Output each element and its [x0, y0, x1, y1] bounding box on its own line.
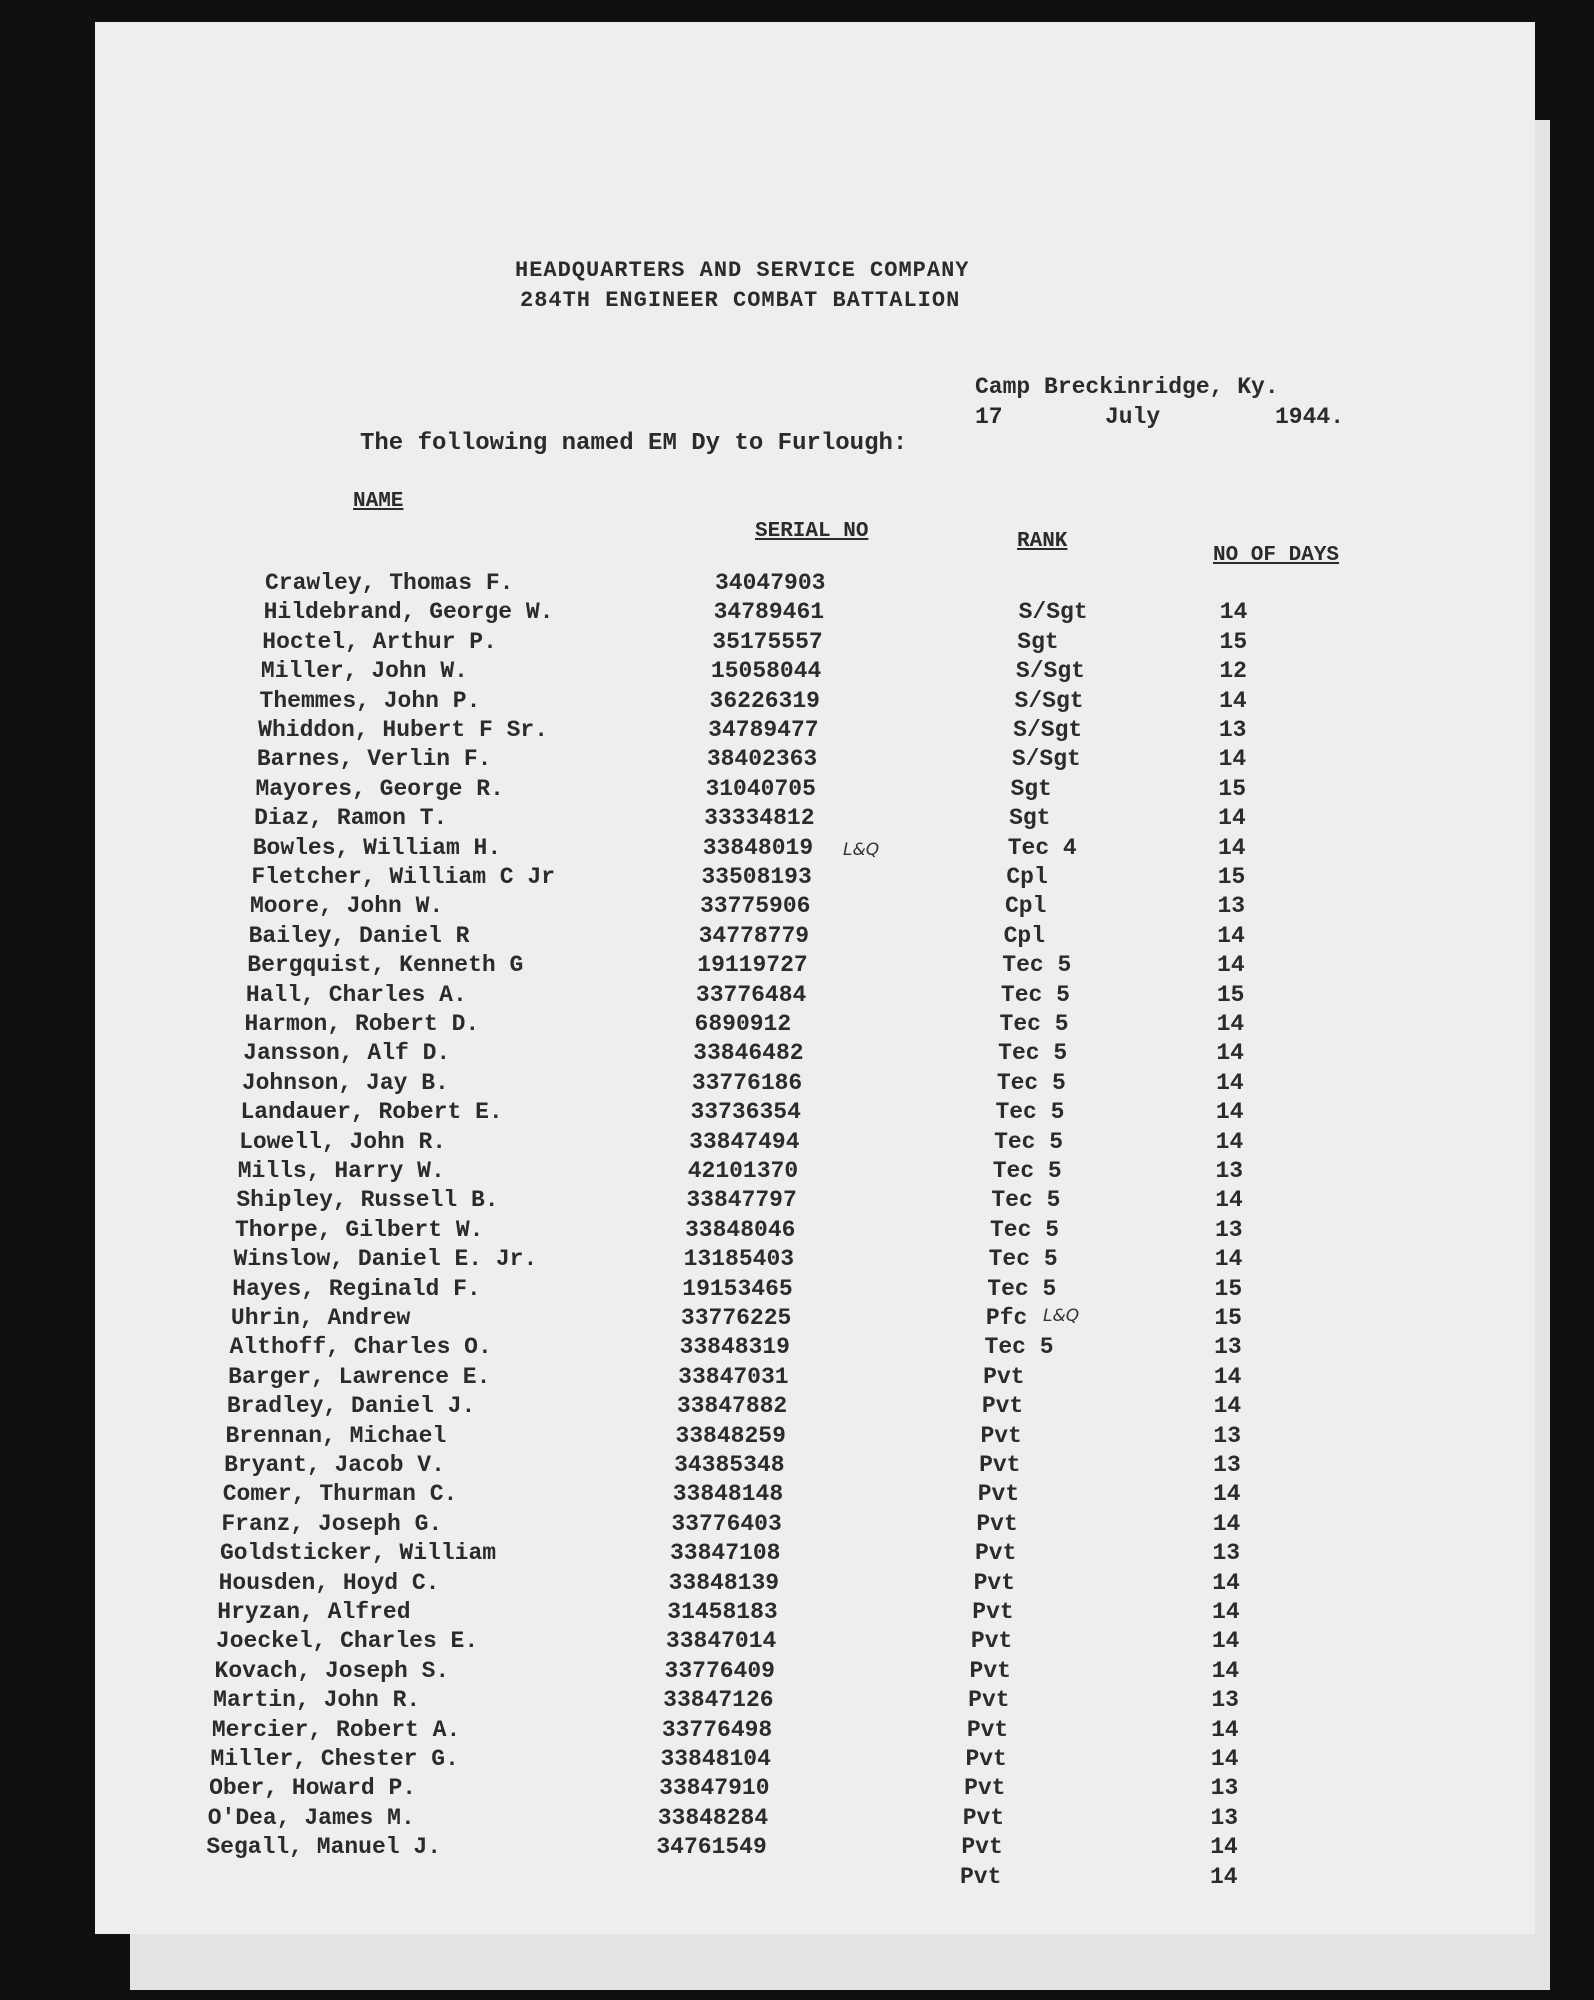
cell-serial: 33508193: [701, 864, 812, 890]
cell-rank: Pvt: [976, 1510, 1018, 1537]
cell-rank: Tec 5: [994, 1128, 1064, 1155]
table-row: [95, 1864, 1535, 1894]
cell-serial: 33776498: [661, 1716, 773, 1743]
table-row: [95, 1717, 1535, 1747]
cell-name: Mills, Harry W.: [237, 1158, 445, 1184]
table-row: [95, 1805, 1535, 1835]
cell-days: 14: [1212, 1481, 1241, 1508]
cell-serial: 34385348: [674, 1452, 785, 1478]
cell-rank: Pvt: [973, 1569, 1016, 1596]
column-header-serial: SERIAL NO: [755, 520, 869, 543]
cell-days: 13: [1218, 717, 1247, 743]
cell-name: Uhrin, Andrew: [230, 1305, 411, 1331]
cell-name: Bradley, Daniel J.: [226, 1393, 476, 1420]
table-row: [95, 1217, 1535, 1247]
cell-rank: Tec 5: [988, 1246, 1058, 1273]
cell-days: 14: [1214, 1246, 1243, 1273]
cell-days: 13: [1214, 1334, 1242, 1361]
cell-serial: 36226319: [709, 687, 820, 714]
cell-name: Bryant, Jacob V.: [224, 1452, 445, 1478]
cell-days: 14: [1210, 1746, 1239, 1772]
cell-serial: 33847126: [663, 1687, 774, 1714]
cell-serial: 33846482: [693, 1040, 804, 1067]
cell-rank: Pvt: [966, 1716, 1009, 1743]
cell-days: 14: [1213, 1393, 1242, 1420]
cell-days: 14: [1217, 834, 1246, 861]
cell-days: 14: [1218, 805, 1246, 832]
cell-rank: S/Sgt: [1014, 687, 1084, 714]
cell-rank: S/Sgt: [1011, 746, 1081, 773]
cell-name: Housden, Hoyd C.: [218, 1569, 440, 1596]
table-row: [95, 923, 1535, 953]
table-row: [95, 599, 1535, 629]
cell-name: Johnson, Jay B.: [241, 1069, 449, 1096]
cell-name: Martin, John R.: [213, 1687, 421, 1714]
cell-name: Hildebrand, George W.: [263, 599, 554, 626]
cell-serial: 33776409: [664, 1657, 775, 1684]
cell-name: Whiddon, Hubert F Sr.: [258, 717, 549, 743]
cell-name: Shipley, Russell B.: [236, 1187, 499, 1214]
cell-name: Themmes, John P.: [259, 687, 481, 714]
cell-serial: 6890912: [694, 1011, 792, 1037]
cell-rank: Tec 5: [995, 1099, 1065, 1126]
cell-serial: 33847494: [689, 1128, 800, 1155]
table-row: [95, 1070, 1535, 1100]
cell-name: Hall, Charles A.: [245, 981, 467, 1008]
cell-days: 13: [1213, 1452, 1241, 1478]
cell-rank: Pfc: [985, 1305, 1028, 1331]
table-row: [95, 1364, 1535, 1394]
cell-name: O'Dea, James M.: [207, 1804, 415, 1831]
table-row: [95, 1599, 1535, 1629]
cell-serial: 35175557: [712, 628, 823, 655]
cell-serial: 33848284: [657, 1804, 769, 1831]
cell-days: 14: [1219, 599, 1248, 626]
table-row: [95, 688, 1535, 718]
cell-serial: 33776403: [671, 1510, 782, 1537]
cell-days: 14: [1217, 952, 1245, 979]
cell-rank: Tec 5: [984, 1334, 1054, 1361]
header-line-2: 284TH ENGINEER COMBAT BATTALION: [520, 288, 961, 313]
table-row: [95, 658, 1535, 688]
cell-days: 14: [1216, 1040, 1244, 1067]
cell-name: Miller, John W.: [260, 658, 468, 685]
cell-rank: Cpl: [1005, 893, 1047, 920]
table-row: [95, 1276, 1535, 1306]
cell-serial: 38402363: [706, 746, 818, 773]
cell-rank: Pvt: [979, 1452, 1021, 1478]
cell-name: Hoctel, Arthur P.: [262, 628, 497, 655]
table-row: [95, 1423, 1535, 1453]
intro-line: The following named EM Dy to Furlough:: [360, 430, 908, 457]
cell-days: 14: [1218, 746, 1247, 773]
cell-days: 14: [1212, 1599, 1240, 1625]
table-row: [95, 1158, 1535, 1188]
column-header-rank: RANK: [1017, 530, 1068, 553]
handwritten-note-2: L&Q: [1043, 1306, 1080, 1326]
cell-days: 14: [1212, 1569, 1240, 1596]
cell-name: Segall, Manuel J.: [206, 1834, 441, 1861]
cell-rank: Tec 5: [1002, 952, 1072, 979]
cell-serial: 33848148: [672, 1481, 784, 1508]
cell-serial: 33736354: [690, 1099, 801, 1126]
date-month: July: [1105, 404, 1161, 430]
cell-days: 15: [1219, 628, 1248, 655]
cell-days: 14: [1216, 1069, 1244, 1096]
cell-serial: 34047903: [715, 570, 826, 596]
cell-days: 14: [1210, 1863, 1238, 1890]
cell-days: 13: [1212, 1540, 1241, 1567]
cell-rank: Cpl: [1003, 922, 1046, 949]
cell-name: Joeckel, Charles E.: [215, 1628, 479, 1655]
cell-name: Jansson, Alf D.: [243, 1040, 451, 1067]
cell-name: Hryzan, Alfred: [217, 1599, 411, 1625]
cell-rank: Cpl: [1006, 864, 1048, 890]
table-row: [95, 835, 1535, 865]
cell-rank: Pvt: [981, 1393, 1024, 1420]
date-day: 17: [975, 404, 1003, 430]
cell-name: Brennan, Michael: [225, 1422, 447, 1449]
table-row: [95, 1481, 1535, 1511]
cell-serial: 15058044: [710, 658, 822, 685]
cell-rank: Sgt: [1017, 628, 1059, 655]
table-row: [95, 570, 1535, 600]
cell-rank: Pvt: [960, 1863, 1002, 1890]
table-row: [95, 1187, 1535, 1217]
cell-rank: S/Sgt: [1013, 717, 1083, 743]
cell-name: Franz, Joseph G.: [221, 1510, 443, 1537]
table-row: [95, 1834, 1535, 1864]
table-row: [95, 1099, 1535, 1129]
cell-days: 15: [1214, 1305, 1242, 1331]
cell-rank: Pvt: [968, 1687, 1010, 1714]
table-row: [95, 1775, 1535, 1805]
cell-rank: Tec 5: [991, 1187, 1061, 1214]
column-header-name: NAME: [353, 490, 404, 513]
cell-days: 13: [1215, 1158, 1244, 1184]
cell-serial: 33334812: [704, 805, 815, 832]
document-page: [95, 22, 1535, 1934]
cell-serial: 42101370: [687, 1158, 799, 1184]
table-row: [95, 805, 1535, 835]
cell-days: 15: [1218, 775, 1247, 802]
cell-serial: 33775906: [700, 893, 811, 920]
table-row: [95, 1570, 1535, 1600]
handwritten-note-1: L&Q: [843, 840, 880, 860]
cell-days: 14: [1216, 1011, 1245, 1037]
cell-days: 13: [1210, 1804, 1239, 1831]
cell-rank: Tec 5: [999, 1011, 1069, 1037]
cell-name: Moore, John W.: [250, 893, 444, 920]
cell-serial: 33776225: [680, 1305, 792, 1331]
cell-name: Mayores, George R.: [255, 775, 504, 802]
cell-days: 15: [1216, 981, 1245, 1008]
cell-days: 13: [1215, 1216, 1243, 1243]
table-row: [95, 717, 1535, 747]
cell-name: Miller, Chester G.: [210, 1746, 459, 1772]
cell-name: Fletcher, William C Jr: [251, 864, 556, 890]
cell-serial: 19119727: [697, 952, 808, 979]
cell-days: 13: [1217, 893, 1246, 920]
table-row: [95, 1305, 1535, 1335]
cell-serial: 33848019: [702, 834, 814, 861]
cell-rank: Tec 5: [996, 1069, 1066, 1096]
cell-rank: Tec 5: [998, 1040, 1068, 1067]
cell-serial: 19153465: [682, 1275, 793, 1302]
cell-days: 14: [1219, 687, 1247, 714]
cell-serial: 33847882: [676, 1393, 788, 1420]
cell-rank: Pvt: [961, 1834, 1003, 1861]
table-row: [95, 1129, 1535, 1159]
cell-days: 13: [1210, 1775, 1239, 1802]
cell-days: 14: [1211, 1628, 1240, 1655]
cell-days: 14: [1215, 1099, 1244, 1126]
cell-rank: Sgt: [1009, 805, 1051, 832]
cell-days: 14: [1217, 922, 1245, 949]
date-year: 1944.: [1275, 404, 1345, 430]
cell-serial: 33848259: [675, 1422, 786, 1449]
cell-serial: 34789477: [708, 717, 819, 743]
cell-name: Goldsticker, William: [220, 1540, 497, 1567]
table-row: [95, 893, 1535, 923]
cell-rank: Pvt: [964, 1775, 1006, 1802]
cell-serial: 33848319: [679, 1334, 790, 1361]
cell-serial: 33847797: [686, 1187, 797, 1214]
cell-rank: Pvt: [969, 1657, 1011, 1684]
table-row: [95, 952, 1535, 982]
table-row: [95, 1011, 1535, 1041]
cell-days: 13: [1211, 1687, 1239, 1714]
table-row: [95, 1246, 1535, 1276]
table-row: [95, 1334, 1535, 1364]
cell-rank: Pvt: [977, 1481, 1020, 1508]
cell-rank: Pvt: [965, 1746, 1007, 1772]
table-row: [95, 1452, 1535, 1482]
cell-serial: 33848046: [685, 1216, 796, 1243]
cell-serial: 34778779: [698, 922, 810, 949]
cell-days: 14: [1211, 1716, 1239, 1743]
cell-name: Kovach, Joseph S.: [214, 1657, 450, 1684]
cell-days: 14: [1215, 1128, 1244, 1155]
cell-serial: 33847910: [659, 1775, 770, 1802]
cell-serial: 33776484: [695, 981, 807, 1008]
cell-rank: Pvt: [972, 1599, 1014, 1625]
cell-days: 14: [1213, 1363, 1242, 1390]
table-row: [95, 1687, 1535, 1717]
cell-days: 13: [1213, 1422, 1242, 1449]
header-line-1: HEADQUARTERS AND SERVICE COMPANY: [515, 258, 970, 283]
table-row: [95, 746, 1535, 776]
cell-serial: 34761549: [656, 1834, 767, 1861]
cell-days: 15: [1214, 1275, 1243, 1302]
cell-name: Crawley, Thomas F.: [265, 570, 514, 596]
cell-rank: Tec 4: [1007, 834, 1077, 861]
cell-rank: Tec 5: [987, 1275, 1057, 1302]
cell-rank: Sgt: [1010, 775, 1052, 802]
cell-name: Bergquist, Kenneth G: [247, 952, 524, 979]
cell-name: Barger, Lawrence E.: [228, 1363, 491, 1390]
cell-name: Bowles, William H.: [252, 834, 502, 861]
cell-rank: Tec 5: [990, 1216, 1060, 1243]
location: Camp Breckinridge, Ky.: [975, 374, 1279, 400]
cell-name: Mercier, Robert A.: [211, 1716, 461, 1743]
cell-days: 12: [1219, 658, 1247, 685]
cell-rank: Tec 5: [1000, 981, 1070, 1008]
cell-name: Barnes, Verlin F.: [256, 746, 492, 773]
cell-name: Winslow, Daniel E. Jr.: [233, 1246, 538, 1273]
cell-serial: 33847014: [665, 1628, 777, 1655]
cell-name: Ober, Howard P.: [209, 1775, 417, 1802]
cell-rank: S/Sgt: [1018, 599, 1088, 626]
cell-name: Comer, Thurman C.: [222, 1481, 458, 1508]
cell-days: 15: [1217, 864, 1246, 890]
cell-name: Lowell, John R.: [239, 1128, 447, 1155]
cell-rank: Pvt: [975, 1540, 1017, 1567]
cell-serial: 13185403: [683, 1246, 795, 1273]
table-row: [95, 1393, 1535, 1423]
table-row: [95, 776, 1535, 806]
table-row: [95, 1511, 1535, 1541]
cell-name: Thorpe, Gilbert W.: [235, 1216, 484, 1243]
table-row: [95, 1540, 1535, 1570]
table-row: [95, 1658, 1535, 1688]
cell-serial: 33847108: [670, 1540, 781, 1567]
cell-serial: 34789461: [713, 599, 825, 626]
cell-rank: S/Sgt: [1015, 658, 1085, 685]
table-row: [95, 982, 1535, 1012]
cell-name: Hayes, Reginald F.: [232, 1275, 481, 1302]
table-row: [95, 1746, 1535, 1776]
cell-rank: Pvt: [980, 1422, 1022, 1449]
cell-rank: Pvt: [962, 1804, 1005, 1831]
cell-serial: 33848104: [660, 1746, 771, 1772]
cell-rank: Pvt: [983, 1363, 1025, 1390]
cell-days: 14: [1215, 1187, 1243, 1214]
cell-rank: Tec 5: [992, 1158, 1062, 1184]
cell-name: Bailey, Daniel R: [248, 922, 470, 949]
table-row: [95, 1040, 1535, 1070]
column-header-days: NO OF DAYS: [1213, 544, 1340, 567]
cell-serial: 31040705: [705, 775, 816, 802]
cell-days: 14: [1211, 1657, 1240, 1684]
cell-name: Landauer, Robert E.: [240, 1099, 503, 1126]
cell-serial: 33776186: [691, 1069, 803, 1096]
cell-name: Althoff, Charles O.: [229, 1334, 492, 1361]
table-row: [95, 629, 1535, 659]
cell-serial: 33848139: [668, 1569, 780, 1596]
table-row: [95, 864, 1535, 894]
cell-days: 14: [1212, 1510, 1241, 1537]
cell-days: 14: [1210, 1834, 1238, 1861]
cell-serial: 33847031: [678, 1363, 789, 1390]
table-row: [95, 1628, 1535, 1658]
cell-name: Diaz, Ramon T.: [254, 805, 448, 832]
cell-name: Harmon, Robert D.: [244, 1011, 480, 1037]
cell-serial: 31458183: [667, 1599, 778, 1625]
cell-rank: Pvt: [970, 1628, 1013, 1655]
